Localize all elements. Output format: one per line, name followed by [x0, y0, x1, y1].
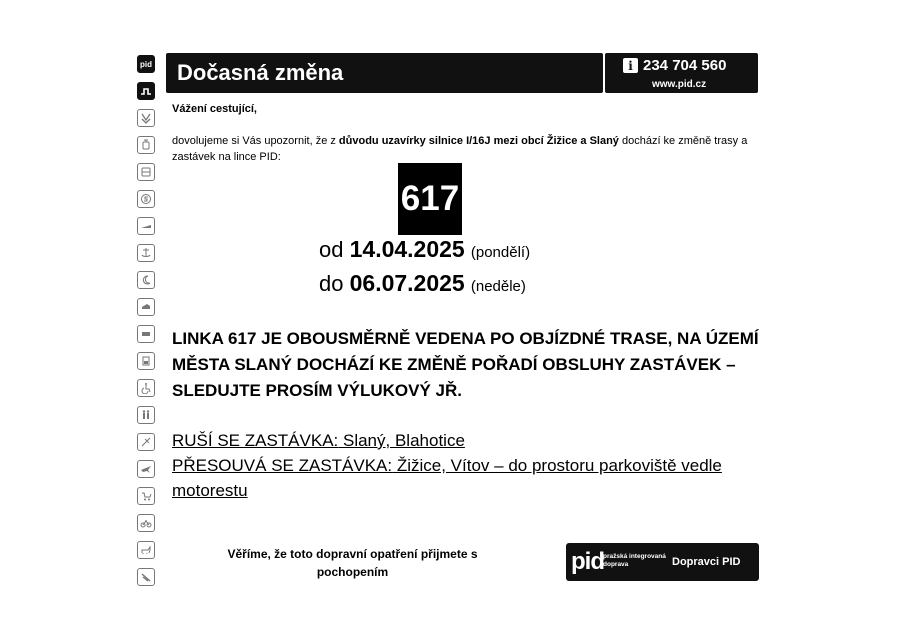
family-icon — [137, 406, 155, 424]
airplane-icon — [137, 460, 155, 478]
intro-pre: dovolujeme si Vás upozornit, že z — [172, 135, 339, 147]
cable-car-icon — [137, 298, 155, 316]
from-date: 14.04.2025 — [349, 236, 465, 262]
notice-text: LINKA 617 JE OBOUSMĚRNĚ VEDENA PO OBJÍZDNÉ TRASE, NA ÚZEMÍ MĚSTA SLANÝ DOCHÁZÍ KE ZMĚNĚ POŘADÍ OBSLUHY ZASTÁVEK – SLEDUJTE PROSÍM VÝLUKOVÝ JŘ. — [172, 329, 759, 400]
trolleybus-icon — [137, 352, 155, 370]
stroller-icon — [137, 487, 155, 505]
pid-logo-subtitle — [603, 553, 666, 569]
closing-text: Věříme, že toto dopravní opatření přijmete s pochopením — [227, 547, 478, 579]
train-icon — [137, 190, 155, 208]
line-number-badge: 617 — [398, 163, 462, 235]
phone-number: 234 704 560 — [643, 57, 727, 74]
move-label: PŘESOUVÁ SE ZASTÁVKA: — [172, 456, 393, 475]
greeting: Vážení cestující, — [172, 103, 257, 115]
title-text: Dočasná změna — [177, 60, 344, 85]
info-icon: i — [623, 58, 638, 73]
tram-icon — [137, 136, 155, 154]
night-bus-icon — [137, 82, 155, 100]
night-icon — [137, 271, 155, 289]
to-day: (neděle) — [470, 278, 526, 295]
wheelchair-icon — [137, 379, 155, 397]
move-stop-line — [172, 453, 772, 503]
ferry-ticket-icon — [137, 217, 155, 235]
funicular-icon — [137, 433, 155, 451]
from-day: (pondělí) — [470, 244, 531, 261]
pid-subtitle-line1: pražská integrovaná — [603, 553, 666, 560]
metro-icon — [137, 109, 155, 127]
website-link[interactable]: www.pid.cz — [652, 79, 707, 90]
footer-logo — [566, 543, 759, 581]
date-to — [319, 270, 526, 297]
bicycle-icon — [137, 514, 155, 532]
ferry-icon — [137, 244, 155, 262]
intro-bold: důvodu uzavírky silnice I/16J mezi obcí Žižice a Slaný — [338, 135, 619, 147]
page-title — [166, 53, 603, 93]
regional-bus-icon — [137, 325, 155, 343]
pid-logo-text: pid — [571, 548, 604, 575]
pid-subtitle-line2: doprava — [603, 561, 629, 568]
contact-box — [605, 53, 758, 93]
ski-icon — [137, 568, 155, 586]
cancel-stop-line — [172, 428, 772, 453]
intro-post: dochází ke změně trasy a zastávek na lince PID: — [172, 135, 748, 163]
dog-icon — [137, 541, 155, 559]
contact-phone — [623, 57, 726, 74]
to-date: 06.07.2025 — [349, 270, 465, 296]
cancel-label: RUŠÍ SE ZASTÁVKA: — [172, 431, 339, 450]
move-value: Žižice, Vítov – do prostoru parkoviště vedle motorestu — [172, 456, 722, 500]
bus-icon — [137, 163, 155, 181]
stop-changes — [172, 428, 772, 503]
carrier-label: Dopravci PID — [672, 556, 741, 568]
intro-paragraph — [172, 133, 762, 165]
from-prefix: od — [319, 237, 344, 262]
to-prefix: do — [319, 271, 344, 296]
cancel-value: Slaný, Blahotice — [338, 431, 465, 450]
date-from — [319, 236, 530, 263]
pid-logo-icon: pid — [137, 55, 155, 73]
